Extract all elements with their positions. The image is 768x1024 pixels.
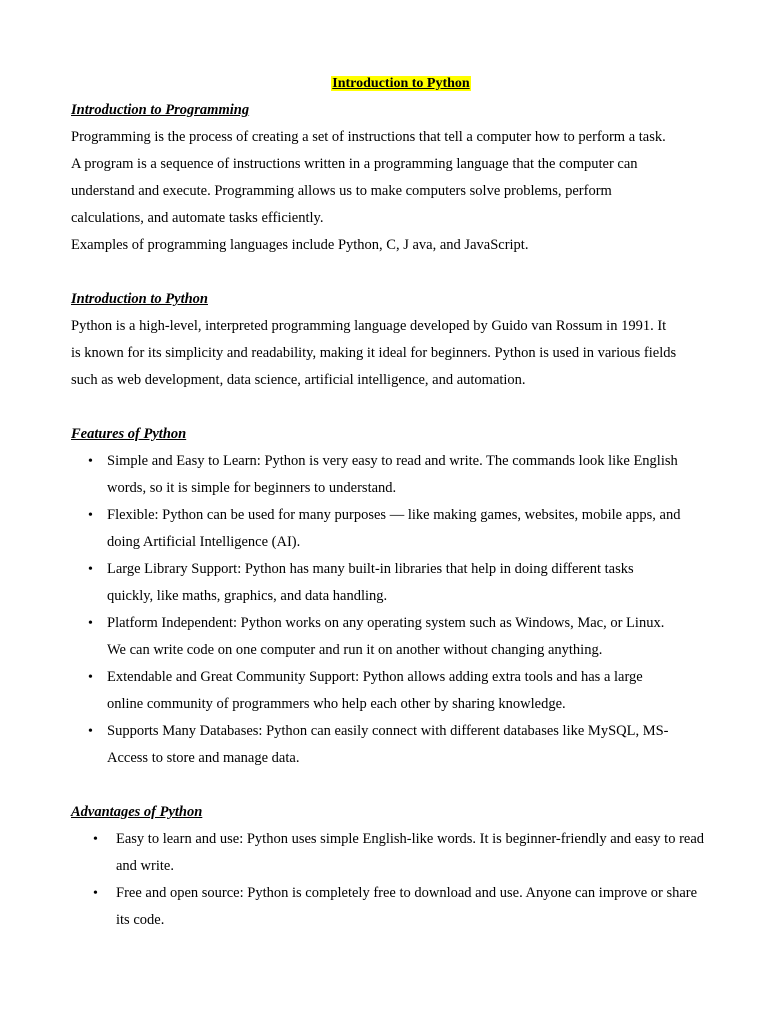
list-item — [71, 718, 731, 772]
list-item-line: quickly, like maths, graphics, and data handling. — [107, 588, 388, 604]
list-item — [71, 880, 731, 934]
title-row — [71, 72, 731, 97]
list-item-line: its code. — [116, 912, 165, 928]
blank-line — [71, 772, 731, 799]
list-item-line: Supports Many Databases: Python can easily connect with different databases like MySQL, MS- — [107, 723, 669, 739]
text-line: such as web development, data science, artificial intelligence, and automation. — [71, 372, 526, 388]
list-item — [71, 664, 731, 718]
list-item-line: Access to store and manage data. — [107, 750, 300, 766]
heading-features: Features of Python — [71, 426, 187, 442]
list-item — [71, 826, 731, 880]
document-title: Introduction to Python — [332, 76, 470, 91]
text-line: Examples of programming languages include Python, C, J ava, and JavaScript. — [71, 237, 529, 253]
heading-intro-python: Introduction to Python — [71, 291, 208, 307]
text-line: Python is a high-level, interpreted programming language developed by Guido van Rossum in 1991. It — [71, 318, 667, 334]
list-item-line: online community of programmers who help each other by sharing knowledge. — [107, 696, 566, 712]
advantages-list — [71, 826, 731, 934]
features-list — [71, 448, 731, 772]
list-item — [71, 448, 731, 502]
bullet-icon: • — [88, 562, 93, 577]
text-line: A program is a sequence of instructions written in a programming language that the computer can — [71, 156, 638, 172]
list-item-line: Easy to learn and use: Python uses simple English-like words. It is beginner-friendly and easy to read — [116, 831, 705, 847]
text-line: is known for its simplicity and readability, making it ideal for beginners. Python is used in various fields — [71, 345, 677, 361]
document-page — [71, 72, 731, 934]
list-item-line: Platform Independent: Python works on any operating system such as Windows, Mac, or Linux. — [107, 615, 665, 631]
bullet-icon: • — [88, 670, 93, 685]
text-line: Programming is the process of creating a set of instructions that tell a computer how to perform a task. — [71, 129, 666, 145]
list-item-line: words, so it is simple for beginners to understand. — [107, 480, 397, 496]
bullet-icon: • — [93, 832, 98, 847]
text-line: understand and execute. Programming allows us to make computers solve problems, perform — [71, 183, 612, 199]
list-item-line: Extendable and Great Community Support: Python allows adding extra tools and has a large — [107, 669, 643, 685]
list-item — [71, 610, 731, 664]
list-item — [71, 502, 731, 556]
list-item-line: and write. — [116, 858, 174, 874]
list-item — [71, 556, 731, 610]
text-line: calculations, and automate tasks efficiently. — [71, 210, 324, 226]
list-item-line: Large Library Support: Python has many built-in libraries that help in doing different tasks — [107, 561, 634, 577]
list-item-line: We can write code on one computer and run it on another without changing anything. — [107, 642, 603, 658]
list-item-line: Flexible: Python can be used for many purposes — like making games, websites, mobile apps, and — [107, 507, 681, 523]
paragraph-intro-python — [71, 313, 731, 394]
bullet-icon: • — [88, 454, 93, 469]
list-item-line: doing Artificial Intelligence (AI). — [107, 534, 301, 550]
bullet-icon: • — [88, 508, 93, 523]
paragraph-intro-programming — [71, 124, 731, 259]
bullet-icon: • — [88, 616, 93, 631]
blank-line — [71, 394, 731, 421]
list-item-line: Free and open source: Python is completely free to download and use. Anyone can improve or share — [116, 885, 698, 901]
list-item-line: Simple and Easy to Learn: Python is very easy to read and write. The commands look like English — [107, 453, 678, 469]
bullet-icon: • — [88, 724, 93, 739]
heading-intro-programming: Introduction to Programming — [71, 102, 250, 118]
bullet-icon: • — [93, 886, 98, 901]
heading-advantages: Advantages of Python — [71, 804, 203, 820]
blank-line — [71, 259, 731, 286]
